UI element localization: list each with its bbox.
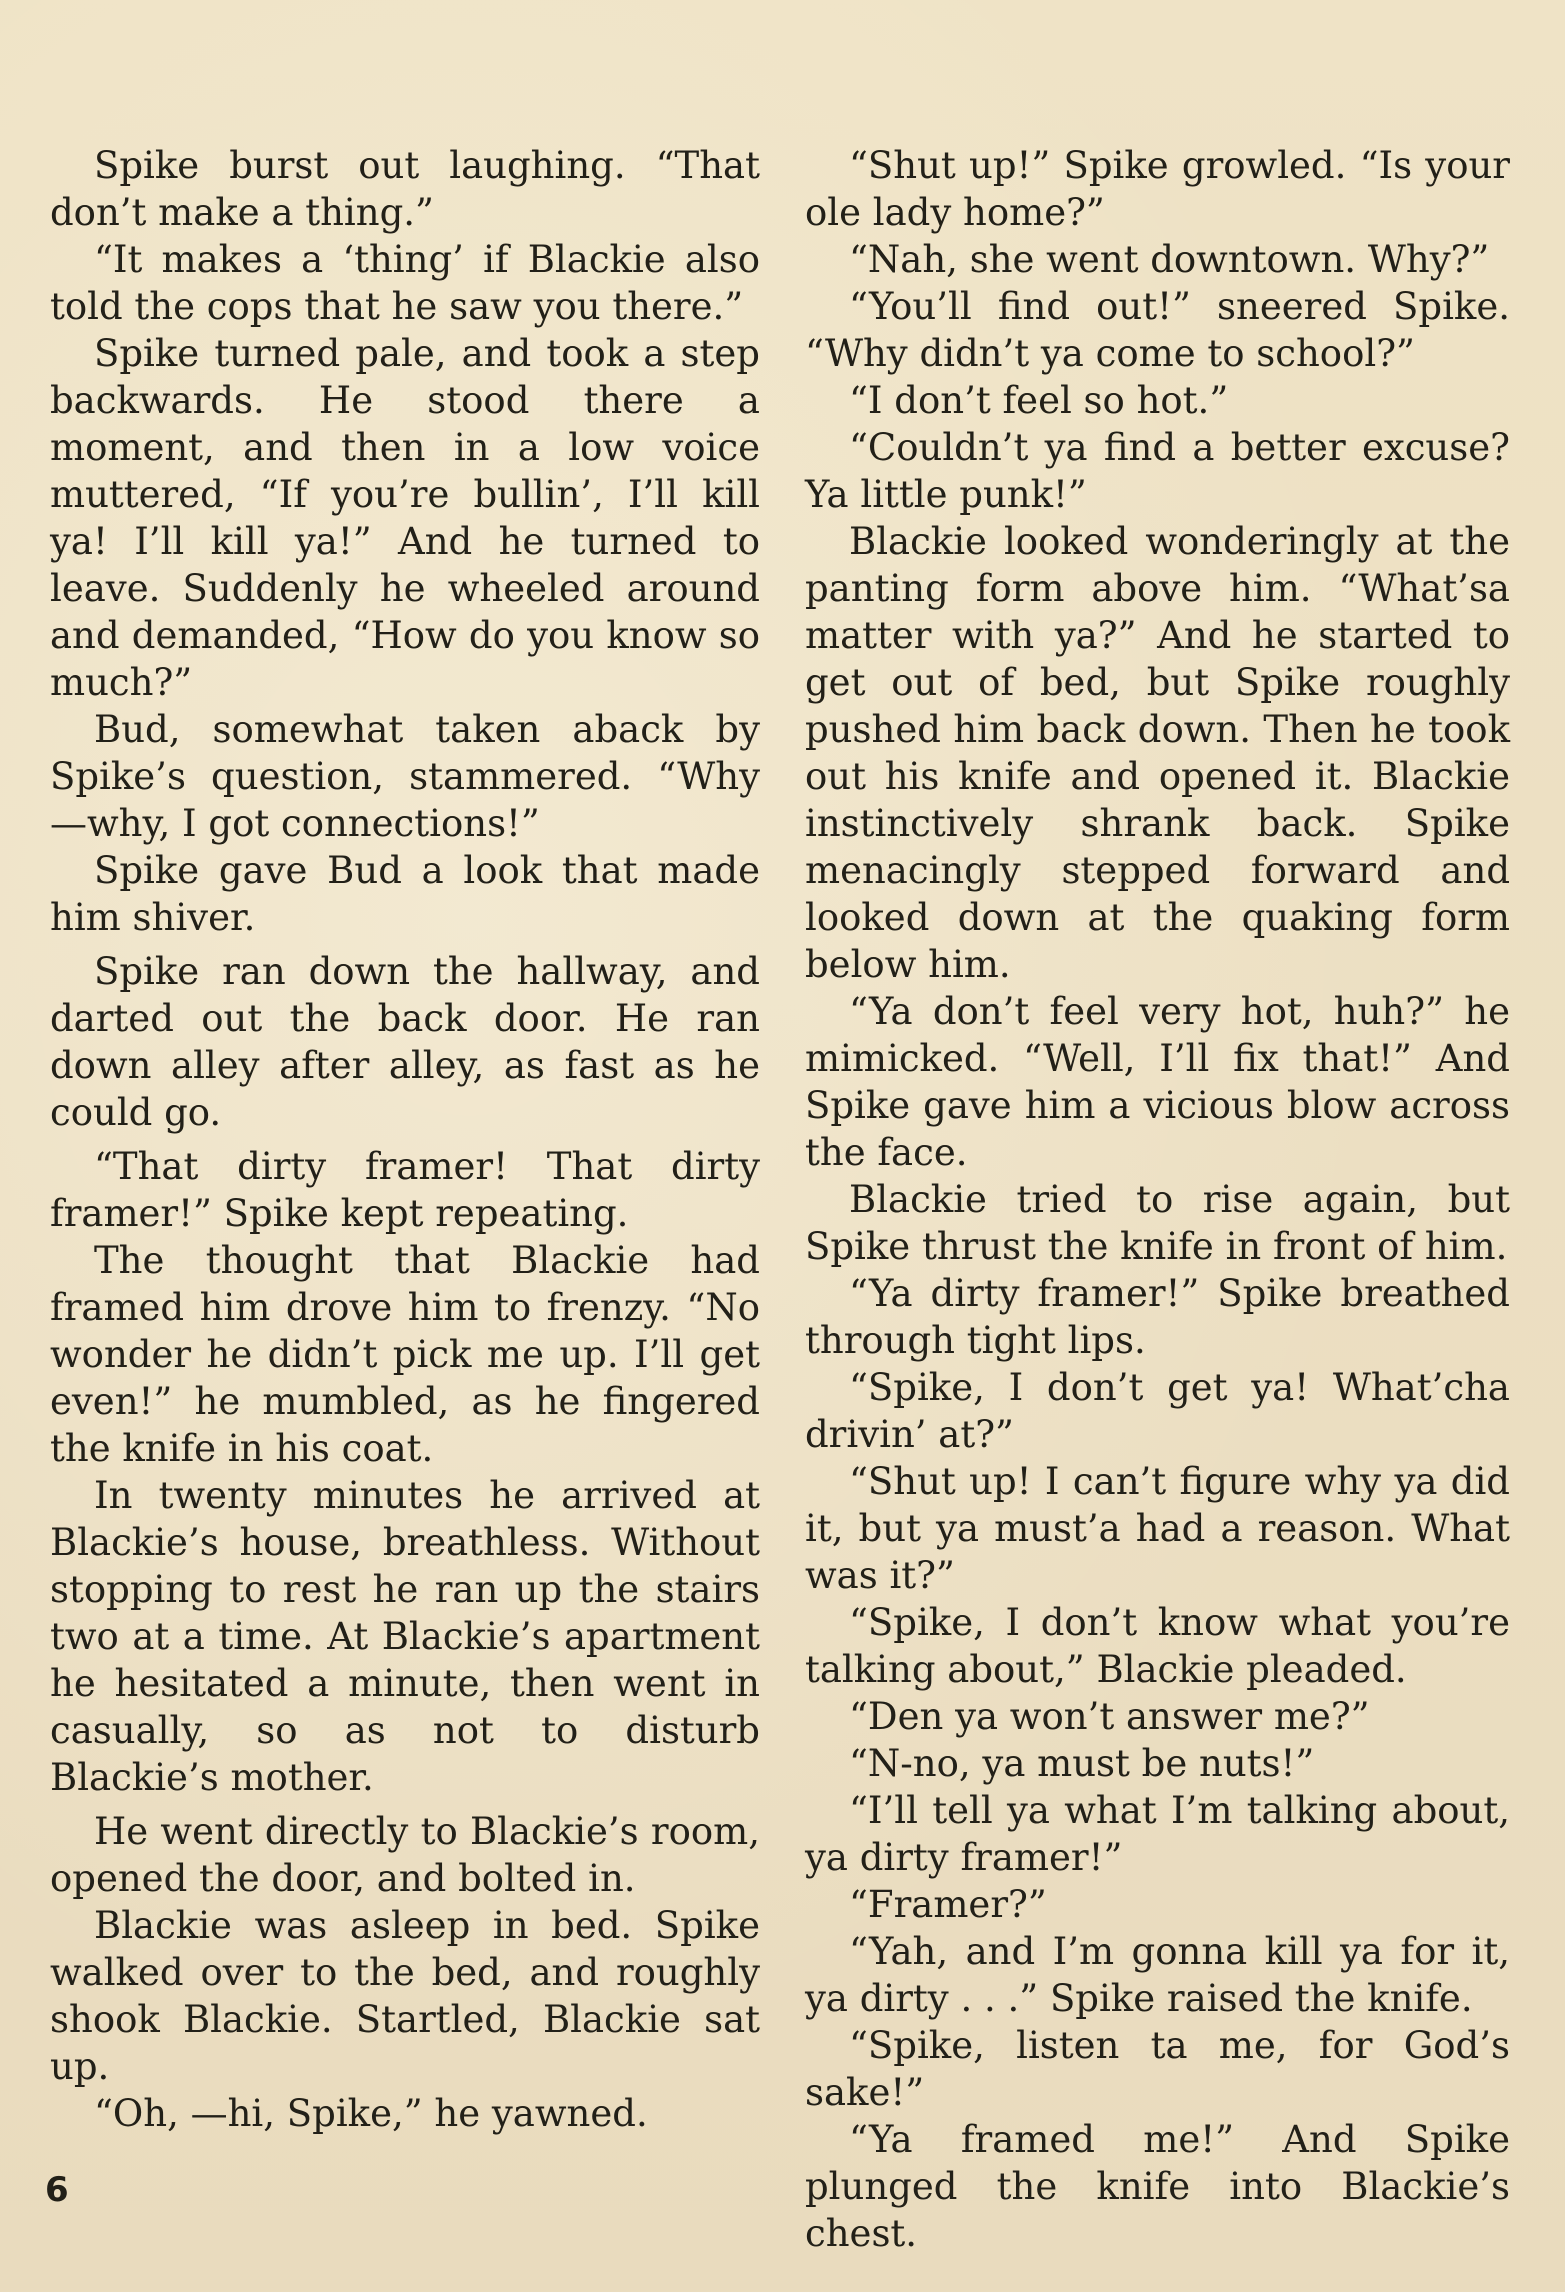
paragraph: “Spike, I don’t get ya! What’cha drivin’ at?” (805, 1366, 1510, 1456)
paragraph: “Spike, I don’t know what you’re talking about,” Blackie pleaded. (805, 1601, 1510, 1691)
right-text-column (805, 142, 1510, 2257)
paragraph: Spike burst out laughing. “That don’t make a thing.” (50, 144, 760, 234)
paragraph: “Den ya won’t answer me?” (849, 1695, 1370, 1738)
paragraph: He went directly to Blackie’s room, opened the door, and bolted in. (50, 1810, 760, 1900)
paragraph: Blackie looked wonderingly at the panting form above him. “What’sa matter with ya?” And he started to get out of bed, but Spike roughly pushed him back down. Then he took out his knife and opened it. Blackie instinctively shrank back. Spike menacingly stepped forward and looked down at the quaking form below him. (805, 520, 1510, 986)
paragraph: In twenty minutes he arrived at Blackie’s house, breathless. Without stopping to rest he ran up the stairs two at a time. At Blackie’s apartment he hesitated a minute, then went in casually, so as not to disturb Blackie’s mother. (50, 1474, 760, 1799)
paragraph: “Couldn’t ya find a better excuse? Ya little punk!” (805, 426, 1510, 516)
paragraph: “Yah, and I’m gonna kill ya for it, ya dirty . . .” Spike raised the knife. (805, 1930, 1510, 2020)
paragraph: “Ya dirty framer!” Spike breathed through tight lips. (805, 1272, 1510, 1362)
page-number: 6 (45, 2170, 69, 2210)
paragraph: “Shut up!” Spike growled. “Is your ole lady home?” (805, 144, 1510, 234)
paragraph: Blackie tried to rise again, but Spike thrust the knife in front of him. (805, 1178, 1510, 1268)
paragraph: “Ya don’t feel very hot, huh?” he mimicked. “Well, I’ll fix that!” And Spike gave him a vicious blow across the face. (805, 990, 1510, 1174)
paragraph: “That dirty framer! That dirty framer!” Spike kept repeating. (50, 1145, 760, 1235)
paragraph: The thought that Blackie had framed him drove him to frenzy. “No wonder he didn’t pick me up. I’ll get even!” he mumbled, as he fingered the knife in his coat. (50, 1239, 760, 1470)
paragraph: “N-no, ya must be nuts!” (849, 1742, 1315, 1785)
paragraph: “Oh, —hi, Spike,” he yawned. (94, 2092, 648, 2135)
paragraph: “Nah, she went downtown. Why?” (849, 238, 1490, 281)
paragraph: “Shut up! I can’t figure why ya did it, but ya must’a had a reason. What was it?” (805, 1460, 1510, 1597)
left-text-column (50, 142, 760, 2137)
paragraph: “It makes a ‘thing’ if Blackie also told the cops that he saw you there.” (50, 238, 760, 328)
paragraph: Blackie was asleep in bed. Spike walked over to the bed, and roughly shook Blackie. Startled, Blackie sat up. (50, 1904, 760, 2088)
paragraph: Spike ran down the hallway, and darted out the back door. He ran down alley after alley, as fast as he could go. (50, 950, 760, 1134)
paragraph: “Ya framed me!” And Spike plunged the knife into Blackie’s chest. (805, 2118, 1510, 2255)
paragraph: “I don’t feel so hot.” (849, 379, 1229, 422)
paragraph: Bud, somewhat taken aback by Spike’s question, stammered. “Why —why, I got connections!” (50, 708, 760, 845)
paragraph: “Framer?” (849, 1883, 1047, 1926)
paragraph: “You’ll find out!” sneered Spike. “Why didn’t ya come to school?” (805, 285, 1510, 375)
paragraph: Spike gave Bud a look that made him shiver. (50, 849, 760, 939)
paragraph: Spike turned pale, and took a step backwards. He stood there a moment, and then in a low voice muttered, “If you’re bullin’, I’ll kill ya! I’ll kill ya!” And he turned to leave. Suddenly he wheeled around and demanded, “How do you know so much?” (50, 332, 760, 704)
paragraph: “Spike, listen ta me, for God’s sake!” (805, 2024, 1510, 2114)
paragraph: “I’ll tell ya what I’m talking about, ya dirty framer!” (805, 1789, 1510, 1879)
